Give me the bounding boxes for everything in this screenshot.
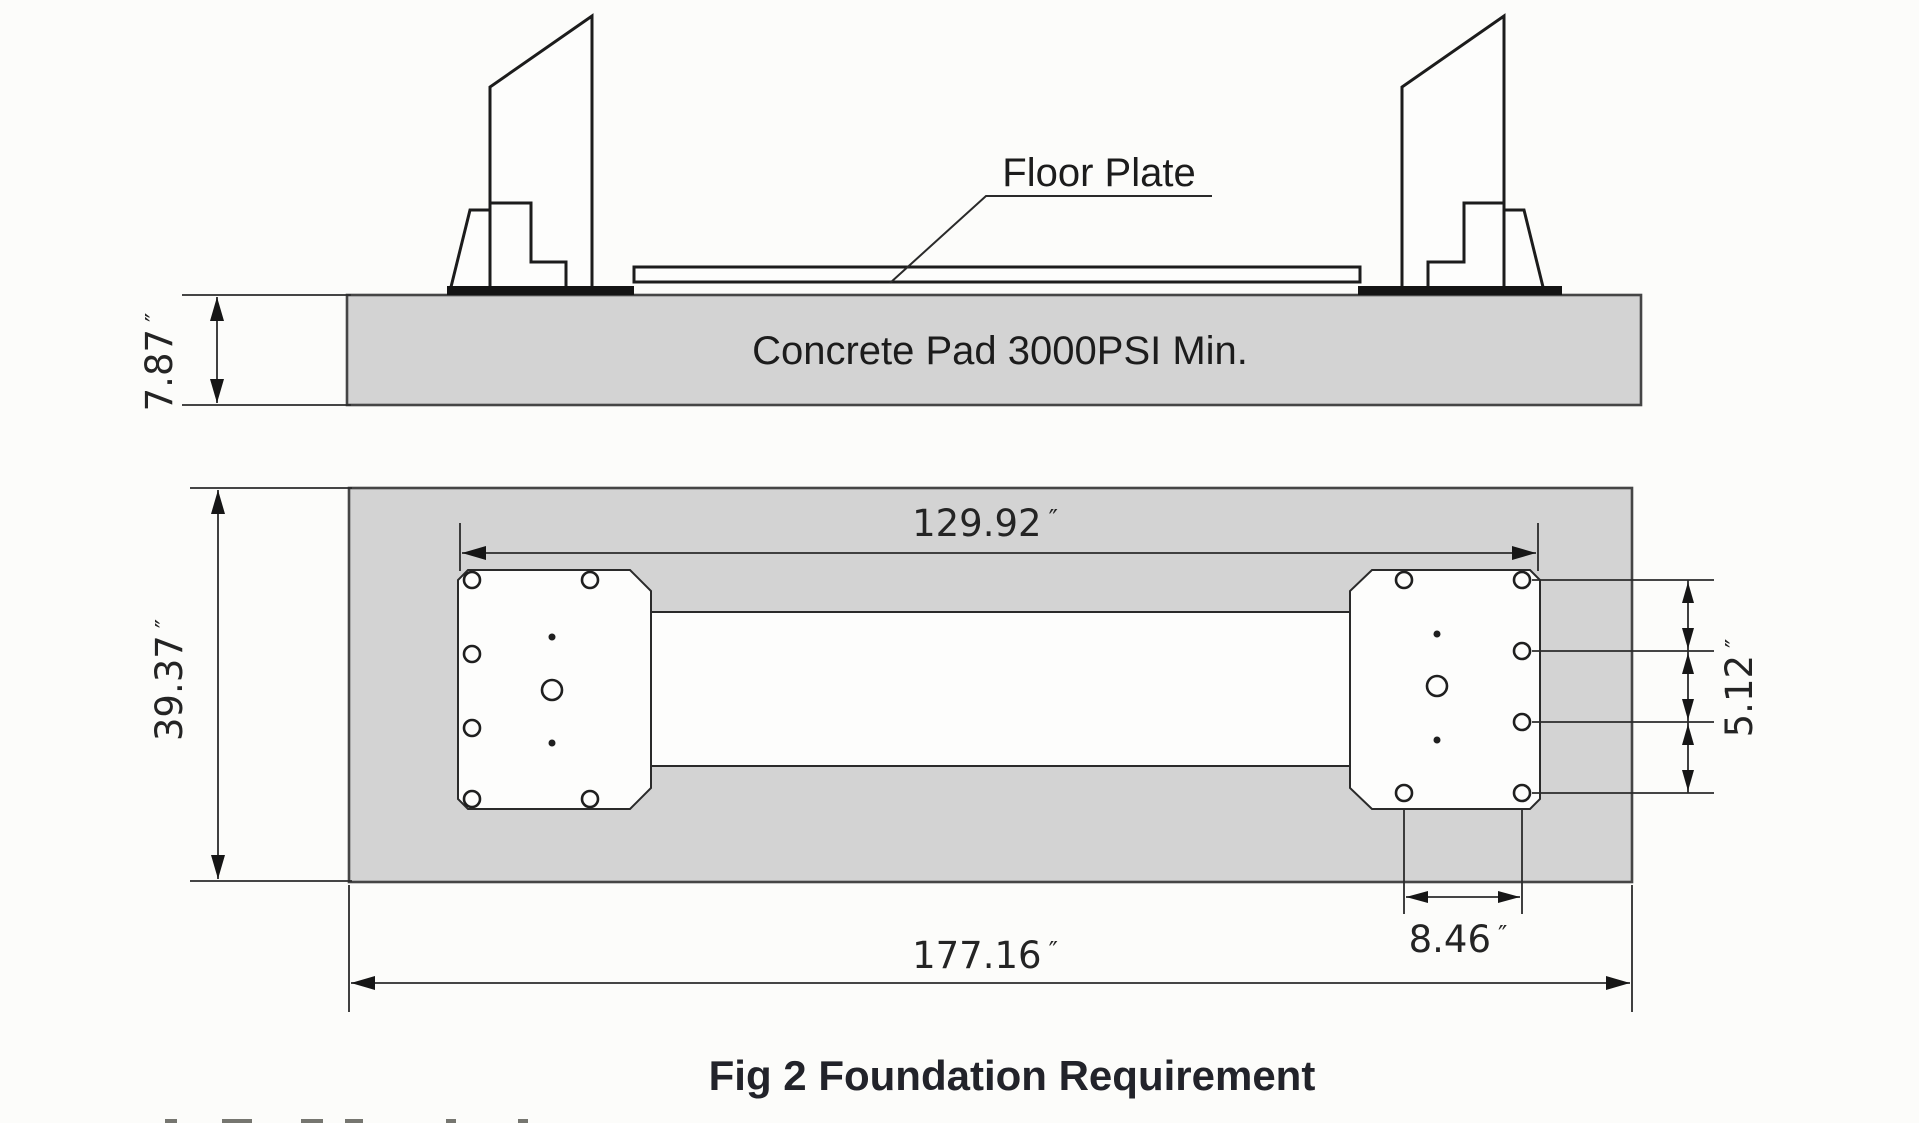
anchor-bolt-hole <box>582 791 598 807</box>
left-column-body <box>490 16 592 291</box>
arrowhead-right <box>1498 891 1520 903</box>
anchor-bolt-hole <box>1396 785 1412 801</box>
anchor-bolt-hole <box>464 791 480 807</box>
column-center-hole <box>542 680 562 700</box>
arrowhead-up <box>1682 653 1694 674</box>
left-base-plate <box>458 570 651 809</box>
anchor-bolt-hole <box>464 720 480 736</box>
arrowhead-down <box>1682 699 1694 720</box>
text-fragment <box>518 1119 528 1123</box>
right-column-gusset <box>1504 210 1544 291</box>
arrowhead-down <box>1682 770 1694 791</box>
dimension-text-8-46: 8.46 ″ <box>1408 918 1508 961</box>
left-column-profile <box>447 16 634 295</box>
text-fragment <box>222 1119 252 1123</box>
arrowhead-down <box>1682 628 1694 649</box>
arrowhead-up <box>210 297 224 321</box>
arrowhead-up <box>1682 582 1694 603</box>
dimension-text-5-12: 5.12″ <box>1718 638 1761 738</box>
anchor-bolt-hole <box>582 572 598 588</box>
arrowhead-down <box>210 379 224 403</box>
arrowhead-left <box>1406 891 1428 903</box>
arrowhead-up <box>1682 724 1694 745</box>
text-fragment <box>165 1119 177 1123</box>
locating-point <box>549 634 556 641</box>
right-base-plate <box>1350 570 1540 809</box>
locating-point <box>549 740 556 747</box>
locating-point <box>1434 631 1441 638</box>
right-column-body <box>1402 16 1504 291</box>
dimension-text-39-37: 39.37″ <box>148 618 191 742</box>
concrete-pad-label: Concrete Pad 3000PSI Min. <box>752 329 1248 373</box>
dimension-pad-width <box>148 488 352 881</box>
anchor-bolt-hole <box>1396 572 1412 588</box>
floor-plate-label: Floor Plate <box>1002 151 1196 195</box>
figure-caption: Fig 2 Foundation Requirement <box>708 1052 1316 1099</box>
arrowhead-down <box>211 855 225 879</box>
right-column-profile <box>1358 16 1562 295</box>
cut-off-text-fragments <box>165 1119 528 1123</box>
column-center-hole <box>1427 676 1447 696</box>
anchor-bolt-hole <box>1514 785 1530 801</box>
arrowhead-up <box>211 490 225 514</box>
elevation-view <box>138 16 1641 411</box>
dimension-text-129-92: 129.92 ″ <box>912 502 1058 545</box>
plan-view <box>148 488 1761 1012</box>
right-column-base-plate <box>1358 286 1562 295</box>
arrowhead-right <box>1606 976 1630 990</box>
anchor-bolt-hole <box>1514 643 1530 659</box>
locating-point <box>1434 737 1441 744</box>
anchor-bolt-hole <box>1514 714 1530 730</box>
dimension-text-177-16: 177.16 ″ <box>912 934 1058 977</box>
text-fragment <box>301 1119 323 1123</box>
left-column-base-plate <box>447 286 634 295</box>
anchor-bolt-hole <box>1514 572 1530 588</box>
arrowhead-left <box>351 976 375 990</box>
floor-plate-plan <box>642 612 1358 766</box>
text-fragment <box>345 1119 363 1123</box>
dimension-text-7-87: 7.87″ <box>138 312 181 412</box>
floor-plate <box>634 267 1360 282</box>
anchor-bolt-hole <box>464 646 480 662</box>
left-column-gusset <box>450 210 490 291</box>
dimension-pad-thickness <box>138 295 351 411</box>
text-fragment <box>446 1119 456 1123</box>
anchor-bolt-hole <box>464 572 480 588</box>
